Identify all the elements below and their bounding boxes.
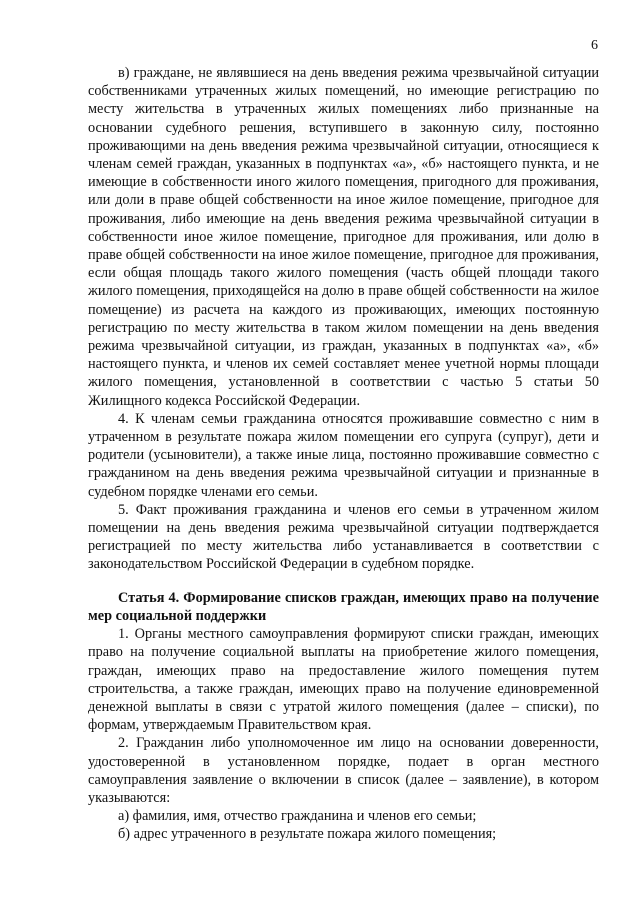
article-4-paragraph-1: 1. Органы местного самоуправления формируют списки граждан, имеющих право на получение социальной выплаты на приобретение жилого помещения, граждан, имеющих право на предоставление жилого помещения путем строительства, а также граждан, имеющих право на получение единовременной денежной выплаты в связи с утратой жилого помещения (далее – списки), по формам, утверждаемым Правительством края. [88, 626, 599, 734]
document-body [88, 64, 599, 844]
article-4-heading: Статья 4. Формирование списков граждан, имеющих право на получение мер социальной поддержки [88, 589, 599, 624]
article-4-paragraph-2: 2. Гражданин либо уполномоченное им лицо на основании доверенности, удостоверенной в установленном порядке, подает в орган местного самоуправления заявление о включении в список (далее – заявление), в котором указываются: [88, 735, 599, 806]
page-number: 6 [591, 38, 598, 53]
paragraph-3v: в) граждане, не являвшиеся на день введения режима чрезвычайной ситуации собственниками утраченных жилых помещений, но имеющие регистрацию по месту жительства в утраченных жилых помещениях либо признанные на основании судебного решения, вступившего в законную силу, постоянно проживающими на день введения режима чрезвычайной ситуации, относящиеся к членам семей граждан, указанных в подпунктах «а», «б» настоящего пункта, и не имеющие в собственности иного жилого помещения, пригодного для проживания, или доли в праве общей собственности на иное жилое помещение, пригодное для проживания, либо имеющие на день введения режима чрезвычайной ситуации в собственности иное жилое помещение, пригодное для проживания, или долю в праве общей собственности на иное жилое помещение, пригодное для проживания, если общая площадь такого жилого помещения (часть общей площади такого жилого помещения, приходящейся на долю в праве общей собственности на жилое помещение) из расчета на каждого из проживающих, имеющих постоянную регистрацию по месту жительства в таком жилом помещении на день введения режима чрезвычайной ситуации, из граждан, указанных в подпунктах «а», «б» настоящего пункта, и членов их семей составляет менее учетной нормы площади жилого помещения, установленной в соответствии с частью 5 статьи 50 Жилищного кодекса Российской Федерации. [88, 65, 599, 409]
article-4-item-a: а) фамилия, имя, отчество гражданина и членов его семьи; [118, 808, 477, 825]
article-4-item-b: б) адрес утраченного в результате пожара жилого помещения; [118, 826, 497, 843]
paragraph-5: 5. Факт проживания гражданина и членов его семьи в утраченном жилом помещении на день введения режима чрезвычайной ситуации подтверждается регистрацией по месту жительства либо устанавливается в соответствии с законодательством Российской Федерации в судебном порядке. [88, 501, 599, 573]
paragraph-4: 4. К членам семьи гражданина относятся проживавшие совместно с ним в утраченном в результате пожара жилом помещении его супруга (супруг), дети и родители (усыновители), а также иные лица, постоянно проживавшие совместно с гражданином на день введения режима чрезвычайной ситуации и признанные в судебном порядке членами его семьи. [88, 410, 599, 500]
